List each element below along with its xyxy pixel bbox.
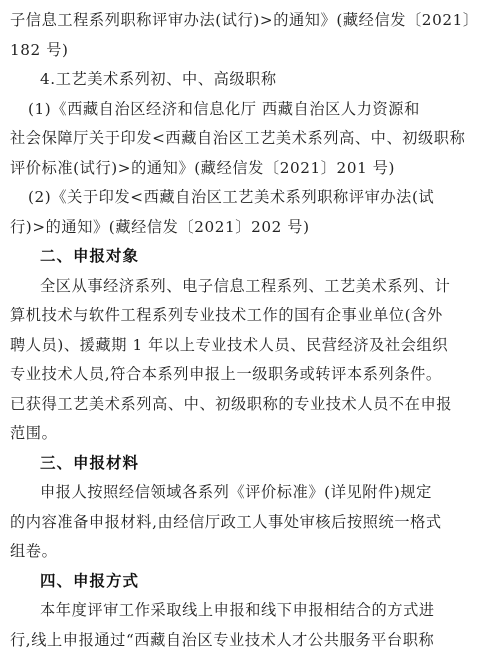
text-line: 4.工艺美术系列初、中、高级职称 (40, 70, 277, 88)
text-line: 的内容准备申报材料,由经信厅政工人事处审核后按照统一格式 (10, 512, 442, 531)
text-line: 专业技术人员,符合本系列申报上一级职务或转评本系列条件。 (10, 365, 442, 383)
text-line: (2)《关于印发<西藏自治区工艺美术系列职称评审办法(试 (28, 188, 435, 206)
section-heading-3: 三、申报材料 (40, 453, 140, 472)
text-line: (1)《西藏自治区经济和信息化厅 西藏自治区人力资源和 (28, 99, 420, 118)
text-line: 已获得工艺美术系列高、中、初级职称的专业技术人员不在申报 (10, 394, 453, 413)
text-line: 评价标准(试行)>的通知》(藏经信发〔2021〕201 号) (10, 158, 396, 177)
text-line: 行,线上申报通过“西藏自治区专业技术人才公共服务平台职称 (10, 630, 435, 649)
text-line: 社会保障厅关于印发<西藏自治区工艺美术系列高、中、初级职称 (10, 129, 466, 147)
text-line: 行)>的通知》(藏经信发〔2021〕202 号) (10, 217, 310, 236)
text-line: 聘人员)、援藏期 1 年以上专业技术人员、民营经济及社会组织 (10, 335, 449, 354)
section-heading-4: 四、申报方式 (40, 571, 140, 590)
text-line: 算机技术与软件工程系列专业技术工作的国有企事业单位(含外 (10, 306, 443, 324)
text-line: 范围。 (10, 424, 58, 442)
text-line: 组卷。 (10, 542, 58, 560)
text-line: 子信息工程系列职称评审办法(试行)>的通知》(藏经信发〔2021〕 (10, 11, 479, 29)
text-line: 全区从事经济系列、电子信息工程系列、工艺美术系列、计 (40, 276, 451, 295)
text-line: 本年度评审工作采取线上申报和线下申报相结合的方式进 (40, 601, 435, 619)
text-line: 182 号) (10, 40, 69, 59)
section-heading-2: 二、申报对象 (40, 247, 140, 265)
text-line: 申报人按照经信领域各系列《评价标准》(详见附件)规定 (40, 483, 432, 501)
